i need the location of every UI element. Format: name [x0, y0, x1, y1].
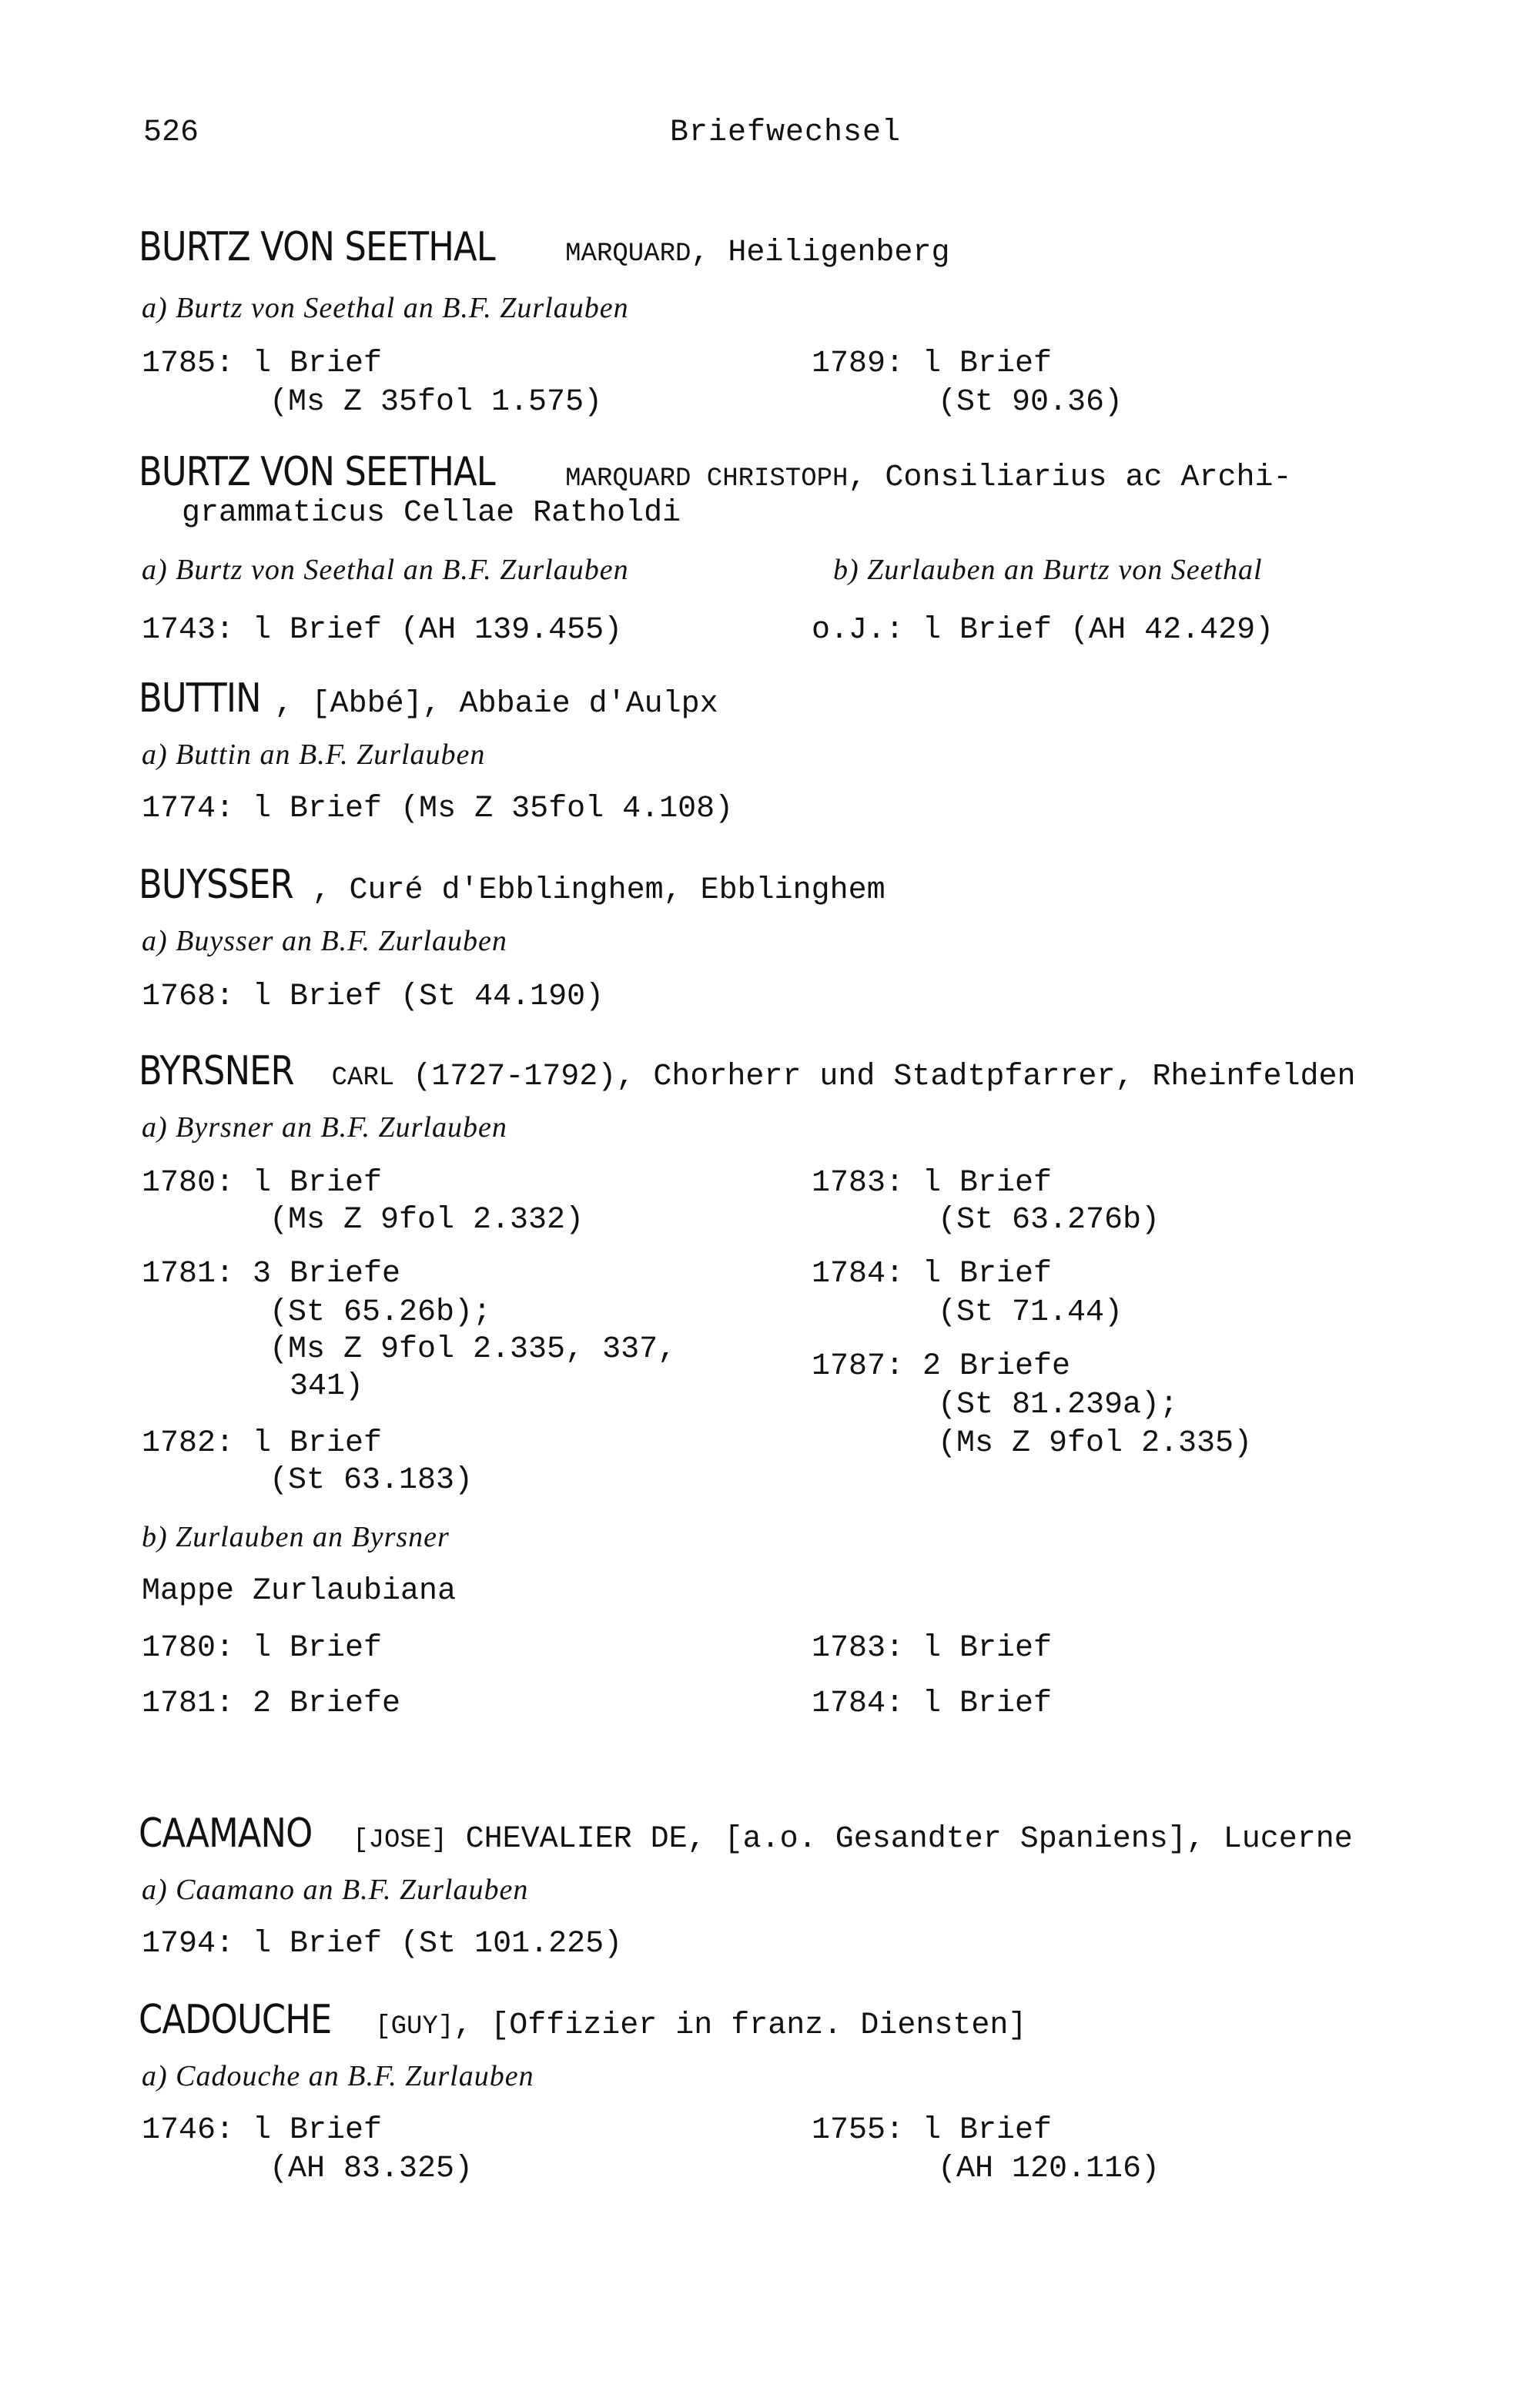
- letter-count: 1780: l Brief: [142, 1166, 383, 1201]
- entry-heading-rest: , [Abbé], Abbaie d'Aulpx: [274, 687, 718, 722]
- entry-surname: BUTTIN: [139, 675, 261, 722]
- letter-reference: (Ms Z 9fol 2.335, 337,: [270, 1332, 677, 1367]
- letter-count: 1784: l Brief: [812, 1257, 1053, 1291]
- entry-heading-rest: , Heiligenberg: [691, 236, 950, 270]
- entry-heading-byrsner: [139, 1048, 1356, 1097]
- letter-count: 1783: l Brief: [812, 1166, 1053, 1201]
- letter-count: 1785: l Brief: [142, 347, 383, 381]
- letter-reference: (Ms Z 9fol 2.335): [938, 1426, 1253, 1461]
- letter-reference: 341): [290, 1369, 364, 1404]
- letter-reference: (St 63.183): [270, 1463, 474, 1498]
- entry-heading-buysser: [139, 862, 886, 910]
- entry-surname: BURTZ VON SEETHAL: [139, 224, 495, 270]
- entry-heading-rest: (1727-1792), Chorherr und Stadtpfarrer, Rheinfelden: [394, 1060, 1356, 1094]
- entry-heading-cadouche: [139, 1997, 1027, 2046]
- subsection-a: a) Buttin an B.F. Zurlauben: [142, 739, 486, 771]
- entry-surname: BURTZ VON SEETHAL: [139, 449, 495, 495]
- subsection-a: a) Burtz von Seethal an B.F. Zurlauben: [142, 554, 629, 586]
- letter-reference: (AH 120.116): [938, 2152, 1160, 2186]
- letter-count: 1780: l Brief: [142, 1631, 383, 1666]
- entry-heading-continuation: grammaticus Cellae Ratholdi: [182, 496, 681, 531]
- subsection-b: b) Zurlauben an Byrsner: [142, 1521, 450, 1553]
- letter-reference: (St 90.36): [938, 385, 1123, 420]
- letter-record: 1743: l Brief (AH 139.455): [142, 613, 623, 648]
- letter-count: 1787: 2 Briefe: [812, 1349, 1071, 1384]
- subsection-a: a) Cadouche an B.F. Zurlauben: [142, 2060, 534, 2092]
- entry-surname: CADOUCHE: [139, 1997, 332, 2043]
- letter-reference: (St 63.276b): [938, 1203, 1160, 1238]
- letter-reference: (Ms Z 35fol 1.575): [270, 385, 603, 420]
- subsection-a: a) Buysser an B.F. Zurlauben: [142, 925, 507, 957]
- letter-record: 1774: l Brief (Ms Z 35fol 4.108): [142, 792, 734, 826]
- letter-count: 1789: l Brief: [812, 347, 1053, 381]
- entry-surname: CAAMANO: [139, 1810, 313, 1857]
- entry-heading-rest: CHEVALIER DE, [a.o. Gesandter Spaniens], Lucerne: [447, 1822, 1353, 1857]
- page-number: 526: [143, 116, 199, 150]
- entry-heading-burtz-marquard-christoph: [139, 449, 1292, 498]
- subsection-a: a) Caamano an B.F. Zurlauben: [142, 1874, 529, 1906]
- letter-record: o.J.: l Brief (AH 42.429): [812, 613, 1274, 648]
- letter-reference: (St 65.26b);: [270, 1295, 492, 1330]
- entry-heading-rest: , [Offizier in franz. Diensten]: [454, 2008, 1027, 2043]
- letter-count: 1784: l Brief: [812, 1687, 1053, 1721]
- subsection-b: b) Zurlauben an Burtz von Seethal: [833, 554, 1263, 586]
- entry-heading-rest: , Curé d'Ebblinghem, Ebblinghem: [312, 873, 886, 908]
- entry-given-name: MARQUARD: [565, 240, 691, 269]
- letter-reference: (AH 83.325): [270, 2152, 474, 2186]
- letter-count: 1781: 2 Briefe: [142, 1687, 401, 1721]
- entry-heading-caamano: [139, 1810, 1353, 1860]
- entry-heading-rest: , Consiliarius ac Archi-: [848, 461, 1292, 495]
- collection-name: Mappe Zurlaubiana: [142, 1574, 457, 1609]
- letter-count: 1781: 3 Briefe: [142, 1257, 401, 1291]
- letter-count: 1782: l Brief: [142, 1426, 383, 1461]
- letter-reference: (Ms Z 9fol 2.332): [270, 1203, 584, 1238]
- subsection-a: a) Byrsner an B.F. Zurlauben: [142, 1111, 507, 1144]
- letter-record: 1794: l Brief (St 101.225): [142, 1927, 623, 1961]
- letter-count: 1783: l Brief: [812, 1631, 1053, 1666]
- letter-reference: (St 81.239a);: [938, 1388, 1179, 1422]
- running-head: Briefwechsel: [670, 116, 902, 150]
- entry-heading-buttin: [139, 675, 718, 724]
- letter-count: 1746: l Brief: [142, 2113, 383, 2148]
- entry-heading-burtz-marquard: [139, 224, 950, 273]
- entry-surname: BUYSSER: [139, 862, 293, 908]
- letter-record: 1768: l Brief (St 44.190): [142, 980, 604, 1014]
- entry-given-name: [JOSE]: [353, 1826, 447, 1855]
- subsection-a: a) Burtz von Seethal an B.F. Zurlauben: [142, 292, 629, 324]
- entry-given-name: CARL: [331, 1064, 395, 1093]
- entry-surname: BYRSNER: [139, 1048, 294, 1094]
- entry-given-name: MARQUARD CHRISTOPH: [565, 464, 849, 494]
- letter-reference: (St 71.44): [938, 1295, 1123, 1330]
- letter-count: 1755: l Brief: [812, 2113, 1053, 2148]
- entry-given-name: [GUY]: [375, 2012, 454, 2042]
